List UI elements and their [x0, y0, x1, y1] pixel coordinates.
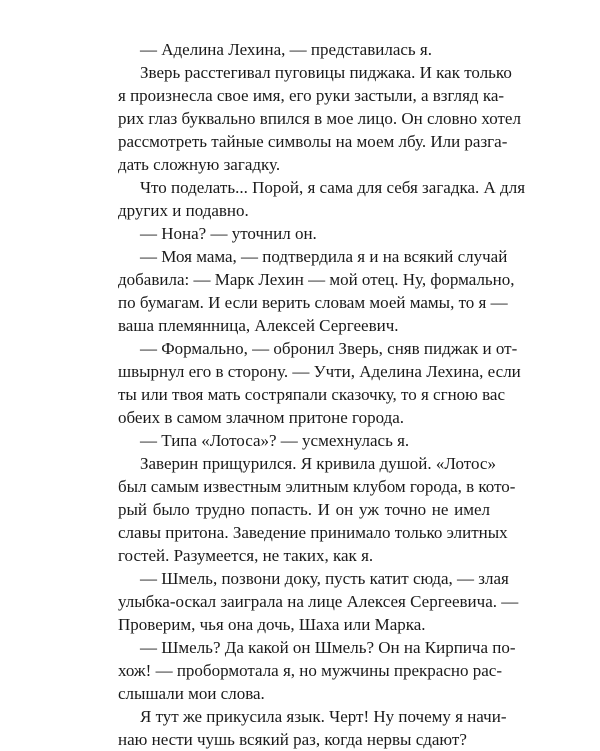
paragraph	[118, 429, 490, 452]
paragraph	[118, 452, 516, 567]
text-line: — Формально, — обронил Зверь, сняв пиджак и от-	[140, 339, 518, 358]
text-line: хож! — пробормотала я, но мужчины прекрасно рас-	[118, 661, 503, 680]
text-line: Я тут же прикусила язык. Черт! Ну почему я начи-	[140, 707, 507, 726]
text-line: Проверим, чья она дочь, Шаха или Марка.	[118, 615, 426, 634]
text-line: Заверин прищурился. Я кривила душой. «Лотос»	[140, 454, 496, 473]
paragraph	[118, 245, 515, 337]
text-line: — Шмель? Да какой он Шмель? Он на Кирпича по-	[140, 638, 516, 657]
text-line: — Шмель, позвони доку, пусть катит сюда, — злая	[140, 569, 509, 588]
paragraph	[118, 176, 526, 222]
text-line: улыбка-оскал заиграла на лице Алексея Сергеевича. —	[118, 592, 519, 611]
text-line: по бумагам. И если верить словам моей мамы, то я —	[118, 293, 508, 312]
paragraph	[118, 337, 521, 429]
text-line: слышали мои слова.	[118, 684, 265, 703]
text-line: гостей. Разумеется, не таких, как я.	[118, 546, 374, 565]
text-line: Зверь расстегивал пуговицы пиджака. И как только	[140, 63, 512, 82]
text-line: ты или твоя мать состряпали сказочку, то я сгною вас	[118, 385, 506, 404]
text-line: — Нона? — уточнил он.	[140, 224, 317, 243]
text-line: славы притона. Заведение принимало только элитных	[118, 523, 508, 542]
text-line: рый было трудно попасть. И он уж точно не имел	[118, 500, 490, 519]
text-line: был самым известным элитным клубом города, в кото-	[118, 477, 516, 496]
text-line: — Типа «Лотоса»? — усмехнулась я.	[140, 431, 410, 450]
paragraph	[118, 567, 519, 636]
page-text	[118, 38, 526, 751]
text-line: Что поделать... Порой, я сама для себя загадка. А для	[140, 178, 526, 197]
paragraph	[118, 61, 521, 176]
paragraph	[118, 705, 507, 751]
text-line: рих глаз буквально впился в мое лицо. Он словно хотел	[118, 109, 521, 128]
text-line: я произнесла свое имя, его руки застыли, а взгляд ка-	[118, 86, 505, 105]
text-line: наю нести чушь всякий раз, когда нервы сдают?	[118, 730, 467, 749]
text-line: рассмотреть тайные символы на моем лбу. Или разга-	[118, 132, 508, 151]
text-line: швырнул его в сторону. — Учти, Аделина Лехина, если	[118, 362, 521, 381]
text-line: дать сложную загадку.	[118, 155, 281, 174]
paragraph	[118, 38, 490, 61]
text-line: ваша племянница, Алексей Сергеевич.	[118, 316, 399, 335]
text-line: добавила: — Марк Лехин — мой отец. Ну, формально,	[118, 270, 515, 289]
paragraph	[118, 222, 490, 245]
text-line: других и подавно.	[118, 201, 249, 220]
text-line: — Моя мама, — подтвердила я и на всякий случай	[140, 247, 508, 266]
text-line: — Аделина Лехина, — представилась я.	[140, 40, 432, 59]
paragraph	[118, 636, 516, 705]
text-line: обеих в самом злачном притоне города.	[118, 408, 405, 427]
